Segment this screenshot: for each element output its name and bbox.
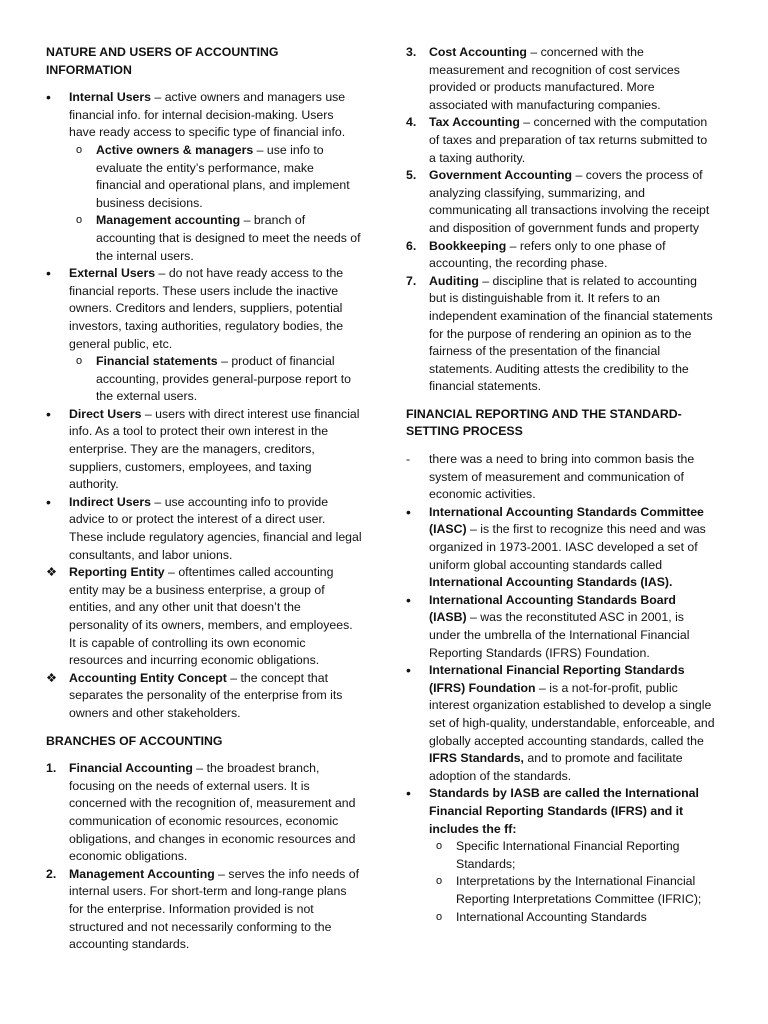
definition: – users with direct interest use financial info. As a tool to protect their own interest in the enterprise. They are the managers, creditors, suppliers, customers, employees, and taxing authority. bbox=[69, 406, 360, 492]
definition-cont: and to promote and facilitate adoption of the standards. bbox=[429, 751, 683, 783]
bullet-icon: • bbox=[406, 591, 411, 608]
term: Financial Accounting bbox=[69, 761, 193, 776]
item-number: 7. bbox=[406, 273, 417, 288]
sub-item-financial-statements bbox=[46, 353, 362, 406]
item-number: 4. bbox=[406, 115, 417, 130]
circle-bullet-icon: o bbox=[436, 840, 443, 853]
bullet-icon: • bbox=[406, 662, 411, 679]
term-ifrs-standards: IFRS Standards, bbox=[429, 751, 524, 766]
bullet-icon: • bbox=[46, 265, 51, 282]
definition: – do not have ready access to the financial reports. These users include the inactive owners. Creditors and lenders, suppliers, potential investors, taxing authorities, regulatory bodies, the general public, etc. bbox=[69, 266, 344, 351]
term: Bookkeeping bbox=[429, 238, 507, 253]
list-item-common-basis bbox=[406, 451, 716, 504]
definition: – the concept that separates the personality of the enterprise from its owners and other stakeholders. bbox=[69, 670, 343, 720]
definition: International Accounting Standards bbox=[456, 909, 647, 924]
sub-item-active-owners bbox=[46, 142, 362, 212]
definition: there was a need to bring into common basis the system of measurement and communication of economic activities. bbox=[429, 452, 695, 502]
term: Indirect Users bbox=[69, 494, 152, 509]
definition: – product of financial accounting, provides general-purpose report to the external users. bbox=[96, 354, 351, 404]
dash-marker: - bbox=[406, 452, 411, 467]
list-item-standards-by-iasb bbox=[406, 785, 716, 838]
list-item-auditing bbox=[406, 273, 716, 396]
term: Government Accounting bbox=[429, 168, 573, 183]
list-item-indirect-users bbox=[46, 494, 362, 564]
diamond-bullet-icon: ❖ bbox=[46, 670, 58, 685]
definition: – refers only to one phase of accounting, the recording phase. bbox=[429, 238, 666, 271]
definition: – branch of accounting that is designed to meet the needs of the internal users. bbox=[96, 213, 361, 263]
list-item-government-accounting bbox=[406, 167, 716, 237]
heading-branches: BRANCHES OF ACCOUNTING bbox=[46, 733, 223, 748]
term: Standards by IASB are called the International Financial Reporting Standards (IFRS) and it includes the ff: bbox=[429, 786, 699, 836]
term: International Accounting Standards Board (IASB) bbox=[429, 592, 676, 625]
definition: – serves the info needs of internal users. For short-term and long-range plans for the enterprise. Information provided is not structured and not necessarily conforming to the accounting standards. bbox=[69, 866, 359, 952]
bullet-icon: • bbox=[46, 493, 51, 510]
sub-item-management-accounting bbox=[46, 212, 362, 265]
item-number: 1. bbox=[46, 761, 57, 776]
definition: – discipline that is related to accounting but is distinguishable from it. It refers to an independent examination of the financial statements for the purpose of rendering an opinion as to the fairness of the presentation of the financial statements. Auditing attests the credibility to the financial statements. bbox=[429, 273, 713, 394]
term: Active owners & managers bbox=[96, 142, 254, 157]
term: International Financial Reporting Standards (IFRS) Foundation bbox=[429, 663, 685, 695]
term: Tax Accounting bbox=[429, 115, 520, 130]
bullet-icon: • bbox=[406, 503, 411, 520]
item-number: 3. bbox=[406, 45, 417, 59]
sub-item-ifric bbox=[406, 873, 716, 908]
definition: – is a not-for-profit, public interest organization established to develop a single set of high-quality, understandable, enforceable, and globally accepted accounting standards, called the bbox=[429, 680, 715, 748]
term: Management accounting bbox=[96, 213, 241, 228]
sub-item-ias bbox=[406, 909, 716, 927]
list-item-iasc bbox=[406, 504, 716, 592]
definition: – concerned with the measurement and recognition of cost services provided or products manufactured. More associated with manufacturing companies. bbox=[429, 45, 680, 112]
definition: – the broadest branch, focusing on the needs of external users. It is concerned with the recognition of, measurement and communication of economic resources, economic obligations, and changes in economic resources and economic obligations. bbox=[69, 761, 356, 864]
list-item-reporting-entity bbox=[46, 564, 362, 670]
term: Direct Users bbox=[69, 406, 142, 421]
list-item-financial-accounting bbox=[46, 760, 362, 866]
definition: Specific International Financial Reporting Standards; bbox=[456, 839, 680, 871]
term: External Users bbox=[69, 266, 156, 281]
definition: – oftentimes called accounting entity may be a business enterprise, a group of entities, and any other unit that doesn’t the personality of its owners, members, and employees. It is capable of controlling its own economic resources and incurring economic obligations. bbox=[69, 565, 353, 668]
definition: – active owners and managers use financial info. for internal decision-making. Users have ready access to specific type of financial info. bbox=[69, 90, 346, 140]
circle-bullet-icon: o bbox=[76, 355, 83, 368]
list-item-cost-accounting bbox=[406, 44, 716, 114]
heading-financial-reporting: FINANCIAL REPORTING AND THE STANDARD-SETTING PROCESS bbox=[406, 406, 682, 439]
term: Auditing bbox=[429, 273, 479, 288]
term: Internal Users bbox=[69, 90, 152, 105]
item-number: 2. bbox=[46, 866, 57, 881]
term: Accounting Entity Concept bbox=[69, 670, 227, 685]
bullet-icon: • bbox=[46, 89, 51, 106]
list-item-direct-users bbox=[46, 406, 362, 494]
bullet-icon: • bbox=[406, 785, 411, 802]
term-ias: International Accounting Standards (IAS). bbox=[429, 575, 673, 590]
term: International Accounting Standards Committee (IASC) bbox=[429, 504, 704, 537]
list-item-accounting-entity-concept bbox=[46, 670, 362, 723]
list-item-management-accounting bbox=[46, 866, 362, 954]
list-item-internal-users bbox=[46, 89, 362, 142]
definition: Interpretations by the International Financial Reporting Interpretations Committee (IFRIC); bbox=[456, 874, 702, 906]
item-number: 6. bbox=[406, 238, 417, 253]
bullet-icon: • bbox=[46, 405, 51, 422]
circle-bullet-icon: o bbox=[436, 910, 443, 923]
diamond-bullet-icon: ❖ bbox=[46, 565, 58, 580]
term: Financial statements bbox=[96, 354, 218, 369]
list-item-tax-accounting bbox=[406, 114, 716, 167]
definition: – use accounting info to provide advice to or protect the interest of a direct user. These include regulatory agencies, financial and legal consultants, and labor unions. bbox=[69, 494, 362, 562]
right-column bbox=[406, 44, 716, 926]
definition: – use info to evaluate the entity’s performance, make financial and operational plans, and implement business decisions. bbox=[96, 142, 350, 210]
term: Reporting Entity bbox=[69, 565, 165, 580]
heading-nature-users: NATURE AND USERS OF ACCOUNTING INFORMATION bbox=[46, 45, 279, 77]
left-column bbox=[46, 44, 362, 954]
circle-bullet-icon: o bbox=[76, 143, 83, 156]
sub-item-specific-ifrs bbox=[406, 838, 716, 873]
list-item-external-users bbox=[46, 265, 362, 353]
term: Management Accounting bbox=[69, 866, 215, 881]
term: Cost Accounting bbox=[429, 45, 527, 59]
circle-bullet-icon: o bbox=[76, 214, 83, 227]
circle-bullet-icon: o bbox=[436, 875, 443, 888]
definition: – is the first to recognize this need and was organized in 1973-2001. IASC developed a set of uniform global accounting standards called bbox=[429, 522, 706, 572]
item-number: 5. bbox=[406, 168, 417, 183]
list-item-ifrs-foundation bbox=[406, 662, 716, 785]
definition: – was the reconstituted ASC in 2001, is under the umbrella of the International Financial Reporting Standards (IFRS) Foundation. bbox=[429, 610, 690, 660]
list-item-bookkeeping bbox=[406, 238, 716, 273]
definition: – concerned with the computation of taxes and preparation of tax returns submitted to a taxing authority. bbox=[429, 115, 708, 165]
definition: – covers the process of analyzing classifying, summarizing, and communicating all transactions involving the receipt and disposition of government funds and property bbox=[429, 168, 710, 235]
list-item-iasb bbox=[406, 592, 716, 662]
